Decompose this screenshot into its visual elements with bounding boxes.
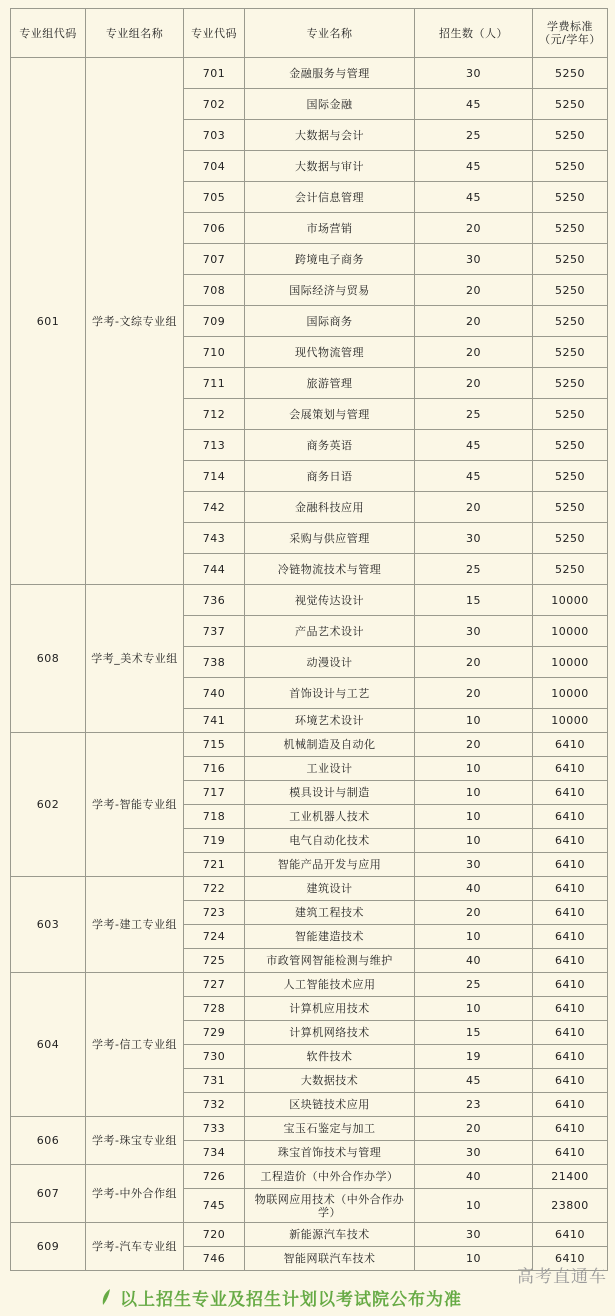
group-code-cell: 602 <box>11 733 86 877</box>
enrollment-cell: 30 <box>415 853 533 877</box>
major-name-cell: 会展策划与管理 <box>245 399 415 430</box>
major-name-cell: 市政管网智能检测与维护 <box>245 949 415 973</box>
tuition-cell: 6410 <box>533 901 608 925</box>
major-name-cell: 动漫设计 <box>245 647 415 678</box>
major-code-cell: 719 <box>184 829 245 853</box>
enrollment-cell: 15 <box>415 1021 533 1045</box>
tuition-cell: 5250 <box>533 492 608 523</box>
major-name-cell: 国际商务 <box>245 306 415 337</box>
tuition-cell: 6410 <box>533 733 608 757</box>
table-row <box>11 733 608 757</box>
major-name-cell: 建筑工程技术 <box>245 901 415 925</box>
enrollment-cell: 20 <box>415 368 533 399</box>
table-row <box>11 973 608 997</box>
tuition-cell: 6410 <box>533 1021 608 1045</box>
tuition-cell: 10000 <box>533 585 608 616</box>
group-code-cell: 609 <box>11 1223 86 1271</box>
tuition-cell: 5250 <box>533 554 608 585</box>
major-name-cell: 建筑设计 <box>245 877 415 901</box>
enrollment-cell: 10 <box>415 829 533 853</box>
enrollment-cell: 20 <box>415 647 533 678</box>
enrollment-cell: 10 <box>415 1247 533 1271</box>
major-code-cell: 714 <box>184 461 245 492</box>
tuition-cell: 6410 <box>533 757 608 781</box>
enrollment-cell: 20 <box>415 901 533 925</box>
major-name-cell: 电气自动化技术 <box>245 829 415 853</box>
major-name-cell: 大数据技术 <box>245 1069 415 1093</box>
admission-plan-table <box>10 8 608 1271</box>
major-name-cell: 人工智能技术应用 <box>245 973 415 997</box>
tuition-cell: 5250 <box>533 461 608 492</box>
tuition-cell: 5250 <box>533 523 608 554</box>
major-code-cell: 727 <box>184 973 245 997</box>
group-code-cell: 608 <box>11 585 86 733</box>
enrollment-cell: 45 <box>415 89 533 120</box>
major-code-cell: 737 <box>184 616 245 647</box>
major-name-cell: 视觉传达设计 <box>245 585 415 616</box>
watermark: 高考直通车 <box>517 1267 607 1287</box>
tuition-cell: 10000 <box>533 647 608 678</box>
footer-note: 以上招生专业及招生计划以考试院公布为准 <box>120 1290 462 1310</box>
enrollment-cell: 40 <box>415 949 533 973</box>
major-code-cell: 736 <box>184 585 245 616</box>
major-name-cell: 首饰设计与工艺 <box>245 678 415 709</box>
major-code-cell: 721 <box>184 853 245 877</box>
major-code-cell: 709 <box>184 306 245 337</box>
tuition-cell: 5250 <box>533 213 608 244</box>
major-name-cell: 物联网应用技术（中外合作办学） <box>245 1189 415 1223</box>
major-code-cell: 732 <box>184 1093 245 1117</box>
enrollment-cell: 30 <box>415 523 533 554</box>
major-name-cell: 冷链物流技术与管理 <box>245 554 415 585</box>
major-code-cell: 728 <box>184 997 245 1021</box>
major-code-cell: 703 <box>184 120 245 151</box>
major-name-cell: 珠宝首饰技术与管理 <box>245 1141 415 1165</box>
major-code-cell: 715 <box>184 733 245 757</box>
major-code-cell: 723 <box>184 901 245 925</box>
enrollment-cell: 40 <box>415 877 533 901</box>
enrollment-cell: 10 <box>415 1189 533 1223</box>
tuition-cell: 6410 <box>533 781 608 805</box>
major-code-cell: 741 <box>184 709 245 733</box>
tuition-cell: 5250 <box>533 182 608 213</box>
tuition-cell: 6410 <box>533 1141 608 1165</box>
tuition-cell: 6410 <box>533 1247 608 1271</box>
major-code-cell: 746 <box>184 1247 245 1271</box>
tuition-cell: 10000 <box>533 616 608 647</box>
major-code-cell: 718 <box>184 805 245 829</box>
tuition-cell: 6410 <box>533 829 608 853</box>
tuition-cell: 10000 <box>533 709 608 733</box>
major-name-cell: 采购与供应管理 <box>245 523 415 554</box>
major-code-cell: 744 <box>184 554 245 585</box>
enrollment-cell: 25 <box>415 399 533 430</box>
group-name-cell: 学考-信工专业组 <box>86 973 184 1117</box>
enrollment-cell: 20 <box>415 275 533 306</box>
major-code-cell: 706 <box>184 213 245 244</box>
major-code-cell: 730 <box>184 1045 245 1069</box>
header-group-name: 专业组名称 <box>86 9 184 58</box>
major-code-cell: 742 <box>184 492 245 523</box>
major-code-cell: 745 <box>184 1189 245 1223</box>
major-code-cell: 720 <box>184 1223 245 1247</box>
major-name-cell: 国际金融 <box>245 89 415 120</box>
group-name-cell: 学考-珠宝专业组 <box>86 1117 184 1165</box>
group-code-cell: 601 <box>11 58 86 585</box>
table-row <box>11 585 608 616</box>
tuition-cell: 10000 <box>533 678 608 709</box>
tuition-cell: 5250 <box>533 368 608 399</box>
enrollment-cell: 20 <box>415 337 533 368</box>
tuition-cell: 5250 <box>533 244 608 275</box>
major-name-cell: 大数据与审计 <box>245 151 415 182</box>
group-code-cell: 607 <box>11 1165 86 1223</box>
enrollment-cell: 25 <box>415 554 533 585</box>
major-code-cell: 731 <box>184 1069 245 1093</box>
footer <box>0 1267 615 1316</box>
major-name-cell: 金融服务与管理 <box>245 58 415 89</box>
major-code-cell: 740 <box>184 678 245 709</box>
group-name-cell: 学考_美术专业组 <box>86 585 184 733</box>
major-code-cell: 711 <box>184 368 245 399</box>
major-name-cell: 智能建造技术 <box>245 925 415 949</box>
tuition-cell: 5250 <box>533 58 608 89</box>
header-tuition: 学费标准（元/学年） <box>533 9 608 58</box>
enrollment-cell: 20 <box>415 492 533 523</box>
major-name-cell: 产品艺术设计 <box>245 616 415 647</box>
major-name-cell: 模具设计与制造 <box>245 781 415 805</box>
major-name-cell: 智能网联汽车技术 <box>245 1247 415 1271</box>
tuition-cell: 6410 <box>533 1117 608 1141</box>
major-name-cell: 区块链技术应用 <box>245 1093 415 1117</box>
header-enrollment: 招生数（人） <box>415 9 533 58</box>
major-code-cell: 743 <box>184 523 245 554</box>
group-name-cell: 学考-中外合作组 <box>86 1165 184 1223</box>
major-code-cell: 710 <box>184 337 245 368</box>
major-code-cell: 729 <box>184 1021 245 1045</box>
major-code-cell: 734 <box>184 1141 245 1165</box>
tuition-cell: 5250 <box>533 399 608 430</box>
enrollment-cell: 10 <box>415 757 533 781</box>
enrollment-cell: 45 <box>415 151 533 182</box>
enrollment-cell: 10 <box>415 781 533 805</box>
major-code-cell: 708 <box>184 275 245 306</box>
tuition-cell: 5250 <box>533 89 608 120</box>
group-name-cell: 学考-汽车专业组 <box>86 1223 184 1271</box>
tuition-cell: 21400 <box>533 1165 608 1189</box>
major-code-cell: 717 <box>184 781 245 805</box>
enrollment-cell: 30 <box>415 616 533 647</box>
major-code-cell: 705 <box>184 182 245 213</box>
table-row <box>11 58 608 89</box>
enrollment-cell: 25 <box>415 120 533 151</box>
major-name-cell: 计算机应用技术 <box>245 997 415 1021</box>
major-code-cell: 716 <box>184 757 245 781</box>
major-code-cell: 738 <box>184 647 245 678</box>
enrollment-cell: 10 <box>415 925 533 949</box>
major-code-cell: 702 <box>184 89 245 120</box>
enrollment-cell: 30 <box>415 1223 533 1247</box>
major-name-cell: 软件技术 <box>245 1045 415 1069</box>
tuition-cell: 6410 <box>533 1045 608 1069</box>
tuition-cell: 5250 <box>533 275 608 306</box>
major-code-cell: 724 <box>184 925 245 949</box>
major-name-cell: 国际经济与贸易 <box>245 275 415 306</box>
major-name-cell: 计算机网络技术 <box>245 1021 415 1045</box>
major-name-cell: 市场营销 <box>245 213 415 244</box>
enrollment-cell: 20 <box>415 213 533 244</box>
enrollment-cell: 45 <box>415 461 533 492</box>
tuition-cell: 6410 <box>533 1069 608 1093</box>
major-name-cell: 智能产品开发与应用 <box>245 853 415 877</box>
major-name-cell: 跨境电子商务 <box>245 244 415 275</box>
enrollment-cell: 20 <box>415 678 533 709</box>
major-code-cell: 707 <box>184 244 245 275</box>
tuition-cell: 23800 <box>533 1189 608 1223</box>
enrollment-cell: 45 <box>415 1069 533 1093</box>
major-code-cell: 701 <box>184 58 245 89</box>
tuition-cell: 6410 <box>533 997 608 1021</box>
header-group-code: 专业组代码 <box>11 9 86 58</box>
major-code-cell: 725 <box>184 949 245 973</box>
tuition-cell: 6410 <box>533 1093 608 1117</box>
enrollment-cell: 10 <box>415 997 533 1021</box>
group-name-cell: 学考-智能专业组 <box>86 733 184 877</box>
group-code-cell: 604 <box>11 973 86 1117</box>
major-code-cell: 722 <box>184 877 245 901</box>
major-name-cell: 工业机器人技术 <box>245 805 415 829</box>
major-name-cell: 旅游管理 <box>245 368 415 399</box>
enrollment-cell: 19 <box>415 1045 533 1069</box>
enrollment-cell: 10 <box>415 709 533 733</box>
enrollment-cell: 20 <box>415 1117 533 1141</box>
group-name-cell: 学考-建工专业组 <box>86 877 184 973</box>
group-name-cell: 学考-文综专业组 <box>86 58 184 585</box>
tuition-cell: 6410 <box>533 1223 608 1247</box>
tuition-cell: 6410 <box>533 973 608 997</box>
major-name-cell: 机械制造及自动化 <box>245 733 415 757</box>
major-code-cell: 712 <box>184 399 245 430</box>
tuition-cell: 6410 <box>533 805 608 829</box>
enrollment-cell: 40 <box>415 1165 533 1189</box>
tuition-cell: 6410 <box>533 853 608 877</box>
enrollment-cell: 15 <box>415 585 533 616</box>
enrollment-cell: 23 <box>415 1093 533 1117</box>
major-name-cell: 会计信息管理 <box>245 182 415 213</box>
enrollment-cell: 20 <box>415 306 533 337</box>
enrollment-cell: 45 <box>415 430 533 461</box>
tuition-cell: 5250 <box>533 337 608 368</box>
tuition-cell: 5250 <box>533 151 608 182</box>
major-code-cell: 726 <box>184 1165 245 1189</box>
tuition-cell: 6410 <box>533 877 608 901</box>
major-name-cell: 工业设计 <box>245 757 415 781</box>
major-code-cell: 713 <box>184 430 245 461</box>
major-name-cell: 商务英语 <box>245 430 415 461</box>
enrollment-cell: 30 <box>415 1141 533 1165</box>
group-code-cell: 606 <box>11 1117 86 1165</box>
enrollment-cell: 30 <box>415 58 533 89</box>
group-code-cell: 603 <box>11 877 86 973</box>
leaf-icon <box>100 1288 112 1306</box>
table-header-row <box>11 9 608 58</box>
enrollment-cell: 25 <box>415 973 533 997</box>
header-major-code: 专业代码 <box>184 9 245 58</box>
major-name-cell: 现代物流管理 <box>245 337 415 368</box>
tuition-cell: 5250 <box>533 306 608 337</box>
table-row <box>11 1165 608 1189</box>
major-name-cell: 新能源汽车技术 <box>245 1223 415 1247</box>
major-code-cell: 733 <box>184 1117 245 1141</box>
major-name-cell: 工程造价（中外合作办学） <box>245 1165 415 1189</box>
enrollment-cell: 45 <box>415 182 533 213</box>
enrollment-cell: 30 <box>415 244 533 275</box>
major-name-cell: 金融科技应用 <box>245 492 415 523</box>
tuition-cell: 5250 <box>533 430 608 461</box>
major-code-cell: 704 <box>184 151 245 182</box>
header-major-name: 专业名称 <box>245 9 415 58</box>
enrollment-cell: 10 <box>415 805 533 829</box>
tuition-cell: 6410 <box>533 949 608 973</box>
tuition-cell: 6410 <box>533 925 608 949</box>
major-name-cell: 宝玉石鉴定与加工 <box>245 1117 415 1141</box>
table-row <box>11 1117 608 1141</box>
major-name-cell: 大数据与会计 <box>245 120 415 151</box>
table-row <box>11 1223 608 1247</box>
major-name-cell: 环境艺术设计 <box>245 709 415 733</box>
enrollment-cell: 20 <box>415 733 533 757</box>
tuition-cell: 5250 <box>533 120 608 151</box>
table-row <box>11 877 608 901</box>
major-name-cell: 商务日语 <box>245 461 415 492</box>
